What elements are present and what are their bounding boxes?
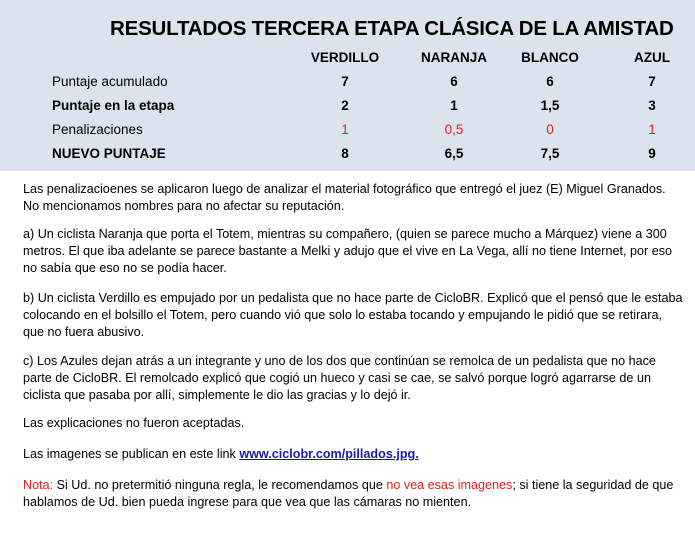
row-label-penalties: Penalizaciones	[52, 122, 143, 137]
results-table	[0, 0, 695, 171]
pillados-link[interactable]: www.ciclobr.com/pillados.jpg.	[239, 447, 419, 461]
cell-new-score-azul: 9	[648, 146, 656, 161]
cell-accumulated-verdillo: 7	[341, 74, 349, 89]
cell-stage-blanco: 1,5	[540, 98, 560, 113]
link-paragraph	[23, 446, 683, 463]
cell-stage-azul: 3	[648, 98, 656, 113]
nota-label: Nota:	[23, 478, 54, 492]
cell-accumulated-blanco: 6	[546, 74, 554, 89]
row-label-accumulated: Puntaje acumulado	[52, 74, 168, 89]
cell-new-score-verdillo: 8	[341, 146, 349, 161]
cell-penalty-blanco: 0	[546, 122, 554, 137]
case-c-paragraph	[23, 353, 683, 404]
rejected-paragraph	[23, 415, 683, 432]
rejected-text: Las explicaciones no fueron aceptadas.	[23, 416, 245, 430]
page-title: RESULTADOS TERCERA ETAPA CLÁSICA DE LA AMISTAD	[110, 17, 674, 40]
case-a-paragraph	[23, 226, 683, 277]
team-header-azul: AZUL	[634, 50, 670, 65]
cell-stage-naranja: 1	[450, 98, 458, 113]
cell-penalty-azul: 1	[648, 122, 656, 137]
cell-accumulated-naranja: 6	[450, 74, 458, 89]
case-c-text: c) Los Azules dejan atrás a un integrante y uno de los dos que continúan se remolca de un pedalista que no hace parte de CicloBR. El remolcado explicó que cogió un hueco y casi se cae, se salvó porque logró agarrarse de un ciclista que pasaba por allí, simplemente le dio las gracias y lo dejó ir.	[23, 354, 656, 402]
cell-stage-verdillo: 2	[341, 98, 349, 113]
row-label-new-score: NUEVO PUNTAJE	[52, 146, 166, 161]
intro-text: Las penalizacioenes se aplicaron luego de analizar el material fotográfico que entregó el juez (E) Miguel Granados. No mencionamos nombres para no afectar su reputación.	[23, 182, 666, 213]
cell-penalty-verdillo: 1	[341, 122, 349, 137]
cell-new-score-blanco: 7,5	[540, 146, 560, 161]
link-prefix-text: Las imagenes se publican en este link	[23, 447, 240, 461]
case-a-text: a) Un ciclista Naranja que porta el Totem, mientras su compañero, (quien se parece mucho a Márquez) viene a 300 metros. El que iba adelante se parece bastante a Melki y adujo que el vive en La Vega, allí no tiene Internet, por eso no sabía que eso no se podía hacer.	[23, 227, 672, 275]
nota-paragraph	[23, 477, 683, 511]
nota-warning: no vea esas imagenes	[386, 478, 513, 492]
case-b-paragraph	[23, 290, 683, 341]
cell-new-score-naranja: 6,5	[444, 146, 464, 161]
nota-text-2: ; si tiene la seguridad de que hablamos de Ud. bien pueda ingrese para que vea que las cámaras no mienten.	[23, 478, 674, 509]
cell-accumulated-azul: 7	[648, 74, 656, 89]
cell-penalty-naranja: 0,5	[444, 122, 464, 137]
case-b-text: b) Un ciclista Verdillo es empujado por un pedalista que no hace parte de CicloBR. Explicó que el pensó que le estaba colocando en el bolsillo el Totem, pero cuando vió que solo lo estaba tocando y empujando le pidió que se retirara, que no fuera abusivo.	[23, 291, 683, 339]
team-header-naranja: NARANJA	[420, 50, 487, 65]
team-header-verdillo: VERDILLO	[310, 50, 380, 65]
intro-paragraph	[23, 181, 683, 215]
nota-text-1: Si Ud. no pretermitió ninguna regla, le recomendamos que	[53, 478, 387, 492]
team-header-blanco: BLANCO	[521, 50, 579, 65]
row-label-stage: Puntaje en la etapa	[52, 98, 175, 113]
